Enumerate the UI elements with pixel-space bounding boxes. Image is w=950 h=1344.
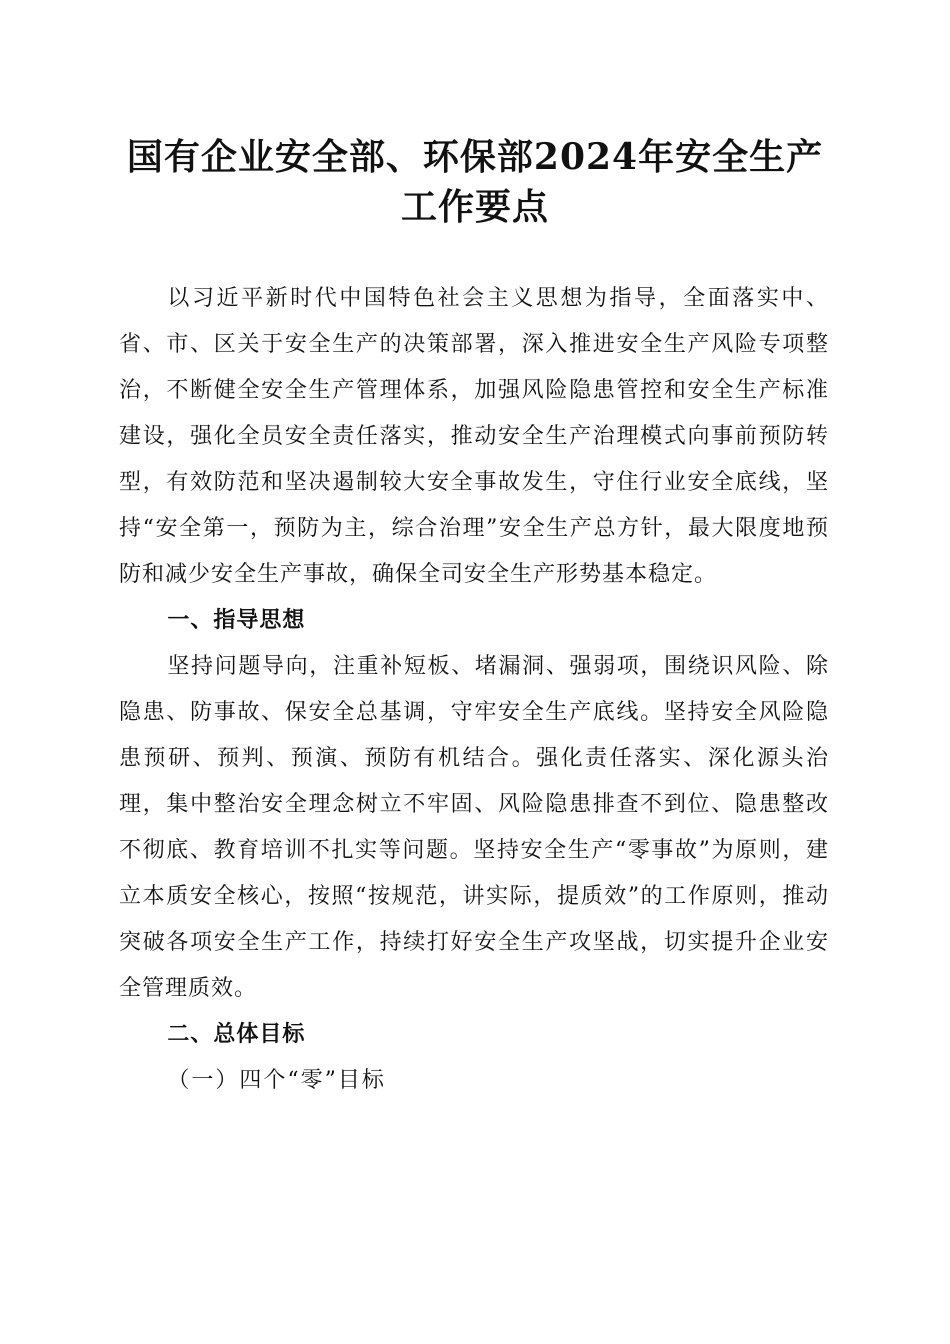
- document-body: [119, 276, 829, 1104]
- subsection-heading-four-zero-goals: （一）四个“零”目标: [167, 1068, 386, 1093]
- section-heading-overall-goals: 二、总体目标: [167, 1022, 306, 1047]
- guiding-ideology-paragraph: 坚持问题导向，注重补短板、堵漏洞、强弱项，围绕识风险、除隐患、防事故、保安全总基调，守牢安全生产底线。坚持安全风险隐患预研、预判、预演、预防有机结合。强化责任落实、深化源头治理，集中整治安全理念树立不牢固、风险隐患排查不到位、隐患整改不彻底、教育培训不扎实等问题。坚持安全生产“零事故”为原则，建立本质安全核心，按照“按规范，讲实际，提质效”的工作原则，推动突破各项安全生产工作，持续打好安全生产攻坚战，切实提升企业安全管理质效。: [119, 654, 829, 1001]
- document-title: 国有企业安全部、环保部2024年安全生产工作要点: [126, 136, 824, 228]
- section-heading-guiding-ideology: 一、指导思想: [167, 608, 306, 633]
- intro-paragraph: 以习近平新时代中国特色社会主义思想为指导，全面落实中、省、市、区关于安全生产的决策部署，深入推进安全生产风险专项整治，不断健全安全生产管理体系，加强风险隐患管控和安全生产标准建设，强化全员安全责任落实，推动安全生产治理模式向事前预防转型，有效防范和坚决遏制较大安全事故发生，守住行业安全底线，坚持“安全第一，预防为主，综合治理”安全生产总方针，最大限度地预防和减少安全生产事故，确保全司安全生产形势基本稳定。: [119, 286, 829, 587]
